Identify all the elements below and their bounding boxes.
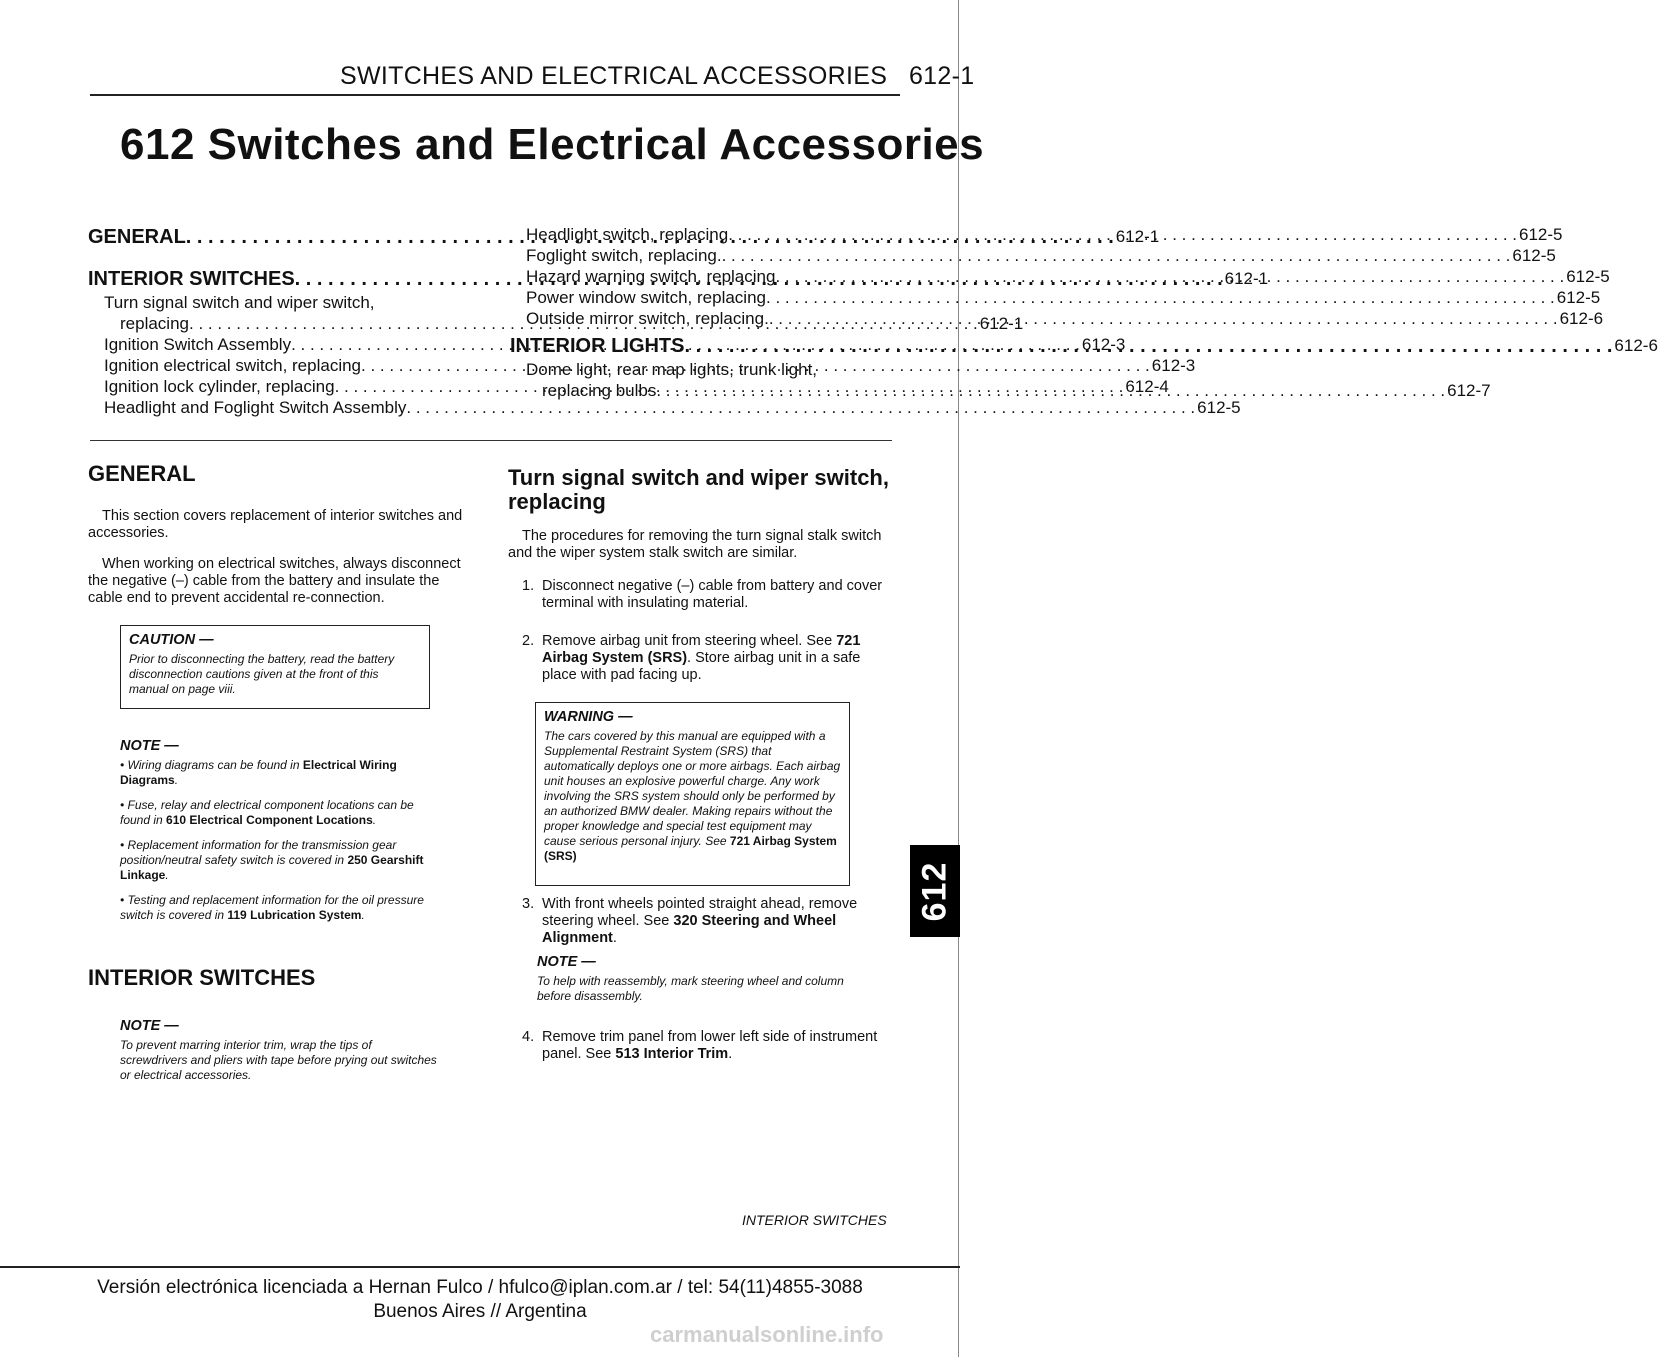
warning-heading: WARNING — bbox=[544, 709, 633, 725]
chapter-tab-label: 612 bbox=[915, 861, 954, 921]
license-notice bbox=[0, 1276, 960, 1324]
general-text bbox=[88, 508, 478, 621]
interior-note-text: To prevent marring interior trim, wrap the tips of screwdrivers and pliers with tape before prying out switches or electrical accessories. bbox=[120, 1038, 437, 1082]
step-2: 2. Remove airbag unit from steering wheel. See 721 Airbag System (SRS). Store airbag unit in a safe place with pad facing up. bbox=[522, 633, 861, 683]
toc-entry: INTERIOR LIGHTS . . . 612-6 bbox=[510, 333, 897, 359]
toc-entry: INTERIOR SWITCHES . . . 612-1 bbox=[88, 266, 475, 292]
toc-entry: Ignition lock cylinder, replacing . . . 612-4 bbox=[88, 376, 475, 397]
general-para-2: When working on electrical switches, always disconnect the negative (–) cable from the battery and insulate the cable end to prevent accidental re-connection. bbox=[88, 556, 461, 606]
turn-signal-note bbox=[537, 954, 857, 1014]
toc-entry: Turn signal switch and wiper switch, bbox=[104, 293, 375, 312]
note-item-oil-pressure: • Testing and replacement information for the oil pressure switch is covered in 119 Lubrication System. bbox=[120, 893, 424, 922]
step-1: 1. Disconnect negative (–) cable from battery and cover terminal with insulating material. bbox=[522, 578, 883, 611]
general-para-1: This section covers replacement of interior switches and accessories. bbox=[88, 508, 463, 541]
running-header bbox=[340, 62, 974, 91]
general-note bbox=[120, 738, 440, 933]
interior-switches-heading: INTERIOR SWITCHES bbox=[88, 965, 316, 990]
toc-entry: Foglight switch, replacing. . . . 612-5 bbox=[510, 245, 897, 266]
toc-entry: GENERAL . . . 612-1 bbox=[88, 224, 475, 250]
caution-heading: CAUTION — bbox=[129, 632, 214, 648]
warning-text: The cars covered by this manual are equipped with a Supplemental Restraint System (SRS) that automatically deploys one or more airbags. Each airbag unit houses an explosive powerful charge. Any work involving the SRS system should only be performed by an authorized BMW dealer. Making repairs without the proper knowledge and special test equipment may cause serious personal injury. See 721 Airbag System (SRS) bbox=[544, 729, 841, 863]
toc-entry: Outside mirror switch, replacing. . . . 612-6 bbox=[510, 308, 897, 329]
interior-switches-note bbox=[120, 1018, 440, 1093]
header-rule bbox=[90, 94, 900, 96]
turn-signal-note-text: To help with reassembly, mark steering wheel and column before disassembly. bbox=[537, 974, 844, 1003]
license-line-1: Versión electrónica licenciada a Hernan Fulco / hfulco@iplan.com.ar / tel: 54(11)4855-3088 bbox=[97, 1277, 863, 1298]
step-3: 3. With front wheels pointed straight ahead, remove steering wheel. See 320 Steering and Wheel Alignment. bbox=[522, 896, 858, 946]
note-item-fuse: • Fuse, relay and electrical component locations can be found in 610 Electrical Component Locations. bbox=[120, 798, 414, 827]
running-title: SWITCHES AND ELECTRICAL ACCESSORIES bbox=[340, 62, 888, 90]
toc-entry: Headlight and Foglight Switch Assembly . . . 612-5 bbox=[88, 397, 475, 418]
turn-signal-note-heading: NOTE — bbox=[537, 954, 596, 970]
general-heading: GENERAL bbox=[88, 461, 196, 486]
toc-entry: replacing . . . 612-1 bbox=[88, 313, 475, 334]
interior-note-heading: NOTE — bbox=[120, 1018, 179, 1034]
toc-entry: replacing bulbs . . . 612-7 bbox=[510, 380, 897, 401]
toc-entry: Hazard warning switch, replacing . . . 612-5 bbox=[510, 266, 897, 287]
page-edge-line bbox=[958, 0, 959, 1357]
footer-rule bbox=[0, 1266, 960, 1268]
license-line-2: Buenos Aires // Argentina bbox=[373, 1301, 587, 1322]
step-4: 4. Remove trim panel from lower left side of instrument panel. See 513 Interior Trim. bbox=[522, 1029, 878, 1062]
toc-entry: Ignition Switch Assembly . . . 612-3 bbox=[88, 334, 475, 355]
note-item-transmission: • Replacement information for the transmission gear position/neutral safety switch is covered in 250 Gearshift Linkage. bbox=[120, 838, 424, 882]
toc-entry: Headlight switch, replacing . . . 612-5 bbox=[510, 224, 897, 245]
note-item-wiring: • Wiring diagrams can be found in Electrical Wiring Diagrams. bbox=[120, 758, 397, 787]
chapter-tab bbox=[910, 845, 960, 937]
toc-entry: Dome light, rear map lights, trunk light, bbox=[526, 360, 818, 379]
turn-signal-intro: The procedures for removing the turn signal stalk switch and the wiper system stalk switch are similar. bbox=[508, 528, 882, 561]
general-note-heading: NOTE — bbox=[120, 738, 179, 754]
footer-section-name: INTERIOR SWITCHES bbox=[742, 1212, 887, 1228]
caution-text: Prior to disconnecting the battery, read the battery disconnection cautions given at the front of this manual on page viii. bbox=[129, 652, 395, 696]
page-title: 612 Switches and Electrical Accessories bbox=[120, 120, 985, 169]
toc-entry: Power window switch, replacing . . . 612-5 bbox=[510, 287, 897, 308]
watermark: carmanualsonline.info bbox=[650, 1322, 884, 1347]
toc-entry: Ignition electrical switch, replacing . . . 612-3 bbox=[88, 355, 475, 376]
warning-box bbox=[535, 702, 850, 886]
header-page-number: 612-1 bbox=[908, 62, 975, 90]
turn-signal-heading: Turn signal switch and wiper switch, replacing bbox=[508, 465, 889, 514]
section-divider bbox=[90, 440, 892, 441]
caution-box bbox=[120, 625, 430, 709]
